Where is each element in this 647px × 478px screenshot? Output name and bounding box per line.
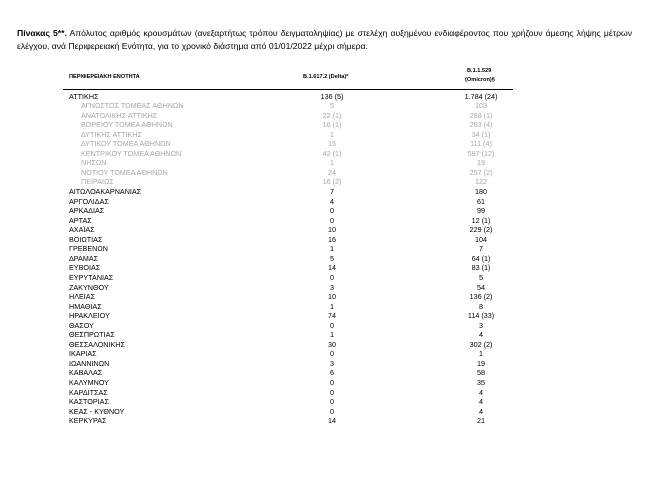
omicron-count: 3 [479, 320, 483, 330]
header-top-rule [63, 89, 513, 90]
omicron-count: 1.784 (24) [464, 91, 498, 101]
omicron-count: 61 [477, 196, 485, 206]
delta-count: 42 (1) [322, 148, 342, 158]
table-row [63, 273, 513, 282]
region-name: ΔΥΤΙΚΗΣ ΑΤΤΙΚΗΣ [81, 129, 142, 139]
region-name: ΚΕΡΚΥΡΑΣ [69, 416, 107, 426]
delta-count: 30 [328, 339, 336, 349]
omicron-count: 64 (1) [471, 253, 491, 263]
region-name: ΚΕΝΤΡΙΚΟΥ ΤΟΜΕΑ ΑΘΗΝΩΝ [81, 148, 182, 158]
region-name: ΗΜΑΘΙΑΣ [69, 301, 102, 311]
omicron-count: 229 (2) [469, 225, 493, 235]
omicron-count: 54 [477, 282, 485, 292]
omicron-count: 111 (4) [470, 139, 492, 149]
region-name: ΑΡΤΑΣ [69, 215, 92, 225]
table-row [63, 158, 513, 167]
omicron-count: 4 [479, 406, 483, 416]
delta-count: 15 [328, 139, 336, 149]
table-row [63, 368, 513, 377]
header-delta: Β.1.617.2 (Delta)* [303, 74, 349, 80]
delta-count: 0 [330, 320, 334, 330]
header-omicron-line2: (Omicron)§ [465, 77, 495, 83]
header-omicron-line1: Β.1.1.529 [467, 68, 492, 74]
caption-label: Πίνακας 5**. [17, 28, 67, 38]
omicron-count: 99 [477, 206, 485, 216]
omicron-count: 104 [475, 234, 487, 244]
table-row [63, 340, 513, 349]
table-row [63, 149, 513, 158]
delta-count: 0 [330, 387, 334, 397]
region-name: ΕΥΒΟΙΑΣ [69, 263, 101, 273]
table-row [63, 177, 513, 186]
table-row [63, 139, 513, 148]
region-name: ΗΡΑΚΛΕΙΟΥ [69, 311, 110, 321]
omicron-count: 1 [479, 349, 483, 359]
region-name: ΚΑΡΔΙΤΣΑΣ [69, 387, 108, 397]
table-row [63, 111, 513, 120]
omicron-count: 257 (2) [469, 167, 493, 177]
delta-count: 1 [330, 301, 334, 311]
omicron-count: 253 (4) [469, 120, 493, 130]
table-row [63, 225, 513, 234]
table-row [63, 130, 513, 139]
region-name: ΘΕΣΣΑΛΟΝΙΚΗΣ [69, 339, 125, 349]
omicron-count: 122 [475, 177, 487, 187]
table-row [63, 206, 513, 215]
table-row [63, 359, 513, 368]
omicron-count: 597 (12) [467, 148, 495, 158]
region-name: ΑΙΤΩΛΟΑΚΑΡΝΑΝΙΑΣ [69, 187, 142, 196]
header-region: ΠΕΡΙΦΕΡΕΙΑΚΗ ΕΝΟΤΗΤΑ [69, 74, 140, 80]
region-name: ΒΟΙΩΤΙΑΣ [69, 234, 103, 244]
delta-count: 1 [330, 330, 334, 340]
region-name: ΙΚΑΡΙΑΣ [69, 349, 97, 359]
table-row [63, 235, 513, 244]
region-name: ΖΑΚΥΝΘΟΥ [69, 282, 109, 292]
region-name: ΔΥΤΙΚΟΥ ΤΟΜΕΑ ΑΘΗΝΩΝ [81, 139, 171, 149]
delta-count: 0 [330, 215, 334, 225]
delta-count: 3 [330, 282, 334, 292]
table-row [63, 330, 513, 339]
delta-count: 74 [328, 311, 336, 321]
omicron-count: 180 [475, 187, 487, 196]
table-row [63, 416, 513, 425]
delta-count: 10 [328, 225, 336, 235]
table-row [63, 283, 513, 292]
region-name: ΔΡΑΜΑΣ [69, 253, 99, 263]
delta-count: 22 (1) [322, 110, 342, 120]
omicron-count: 58 [477, 368, 485, 378]
omicron-count: 83 (1) [471, 263, 491, 273]
region-name: ΑΡΚΑΔΙΑΣ [69, 206, 105, 216]
omicron-count: 35 [477, 378, 485, 387]
table-row [63, 92, 513, 101]
delta-count: 0 [330, 349, 334, 359]
region-name: ΓΡΕΒΕΝΩΝ [69, 244, 108, 254]
omicron-count: 7 [479, 244, 483, 254]
table-row [63, 397, 513, 406]
caption-text: Απόλυτος αριθμός κρουσμάτων (ανεξαρτήτως τρόπου δειγματοληψίας) με στελέχη αυξημένου ενδιαφέροντος που χρήζουν άμεσης λήψης μέτρων ελέγχου, ανά Περιφερειακή Ενότητα, για το χρονικό διάστημα από 01/01/2022 μέχρι σήμερα. [17, 28, 632, 51]
delta-count: 5 [330, 101, 334, 111]
omicron-count: 8 [479, 301, 483, 311]
table-row [63, 168, 513, 177]
region-name: ΘΕΣΠΡΩΤΙΑΣ [69, 330, 115, 340]
table-row [63, 311, 513, 320]
omicron-count: 21 [477, 416, 485, 426]
table-row [63, 378, 513, 387]
region-name: ΚΕΑΣ - ΚΥΘΝΟΥ [69, 406, 125, 416]
table-row [63, 349, 513, 358]
delta-count: 1 [330, 129, 334, 139]
table-row [63, 187, 513, 196]
table-row [63, 302, 513, 311]
delta-count: 1 [330, 158, 334, 168]
table-row [63, 407, 513, 416]
region-name: ΚΑΛΥΜΝΟΥ [69, 378, 109, 387]
omicron-count: 19 [477, 158, 485, 168]
delta-count: 0 [330, 272, 334, 282]
omicron-count: 114 (33) [467, 311, 495, 321]
delta-count: 24 [328, 167, 336, 177]
region-name: ΑΤΤΙΚΗΣ [69, 91, 99, 101]
region-name: ΘΑΣΟΥ [69, 320, 94, 330]
table-row [63, 292, 513, 301]
delta-count: 3 [330, 358, 334, 368]
delta-count: 0 [330, 206, 334, 216]
region-name: ΕΥΡΥΤΑΝΙΑΣ [69, 272, 114, 282]
omicron-count: 4 [479, 387, 483, 397]
table-row [63, 120, 513, 129]
table-row [63, 101, 513, 110]
region-name: ΝΗΣΩΝ [81, 158, 107, 168]
delta-count: 10 [328, 292, 336, 302]
omicron-count: 12 (1) [471, 215, 491, 225]
delta-count: 0 [330, 406, 334, 416]
table-row [63, 263, 513, 272]
delta-count: 16 (2) [322, 177, 342, 187]
region-name: ΚΑΣΤΟΡΙΑΣ [69, 397, 109, 407]
region-name: ΗΛΕΙΑΣ [69, 292, 96, 302]
delta-count: 10 (1) [322, 120, 342, 130]
delta-count: 7 [330, 187, 334, 196]
delta-count: 14 [328, 263, 336, 273]
region-name: ΒΟΡΕΙΟΥ ΤΟΜΕΑ ΑΘΗΝΩΝ [81, 120, 173, 130]
delta-count: 4 [330, 196, 334, 206]
delta-count: 14 [328, 416, 336, 426]
region-name: ΝΟΤΙΟΥ ΤΟΜΕΑ ΑΘΗΝΩΝ [81, 167, 168, 177]
omicron-count: 288 (1) [469, 110, 493, 120]
delta-count: 6 [330, 368, 334, 378]
table-row [63, 197, 513, 206]
table-row [63, 388, 513, 397]
delta-count: 1 [330, 244, 334, 254]
omicron-count: 5 [479, 272, 483, 282]
omicron-count: 4 [479, 397, 483, 407]
table-row [63, 254, 513, 263]
region-name: ΑΧΑΪΑΣ [69, 225, 95, 235]
table-caption [17, 27, 632, 52]
omicron-count: 302 (2) [469, 339, 493, 349]
region-name: ΙΩΑΝΝΙΝΩΝ [69, 358, 110, 368]
delta-count: 0 [330, 397, 334, 407]
region-name: ΑΡΓΟΛΙΔΑΣ [69, 196, 109, 206]
omicron-count: 4 [479, 330, 483, 340]
table-row [63, 244, 513, 253]
omicron-count: 136 (2) [469, 292, 493, 302]
omicron-count: 34 (1) [471, 129, 491, 139]
table-row [63, 321, 513, 330]
delta-count: 5 [330, 253, 334, 263]
omicron-count: 19 [477, 358, 485, 368]
omicron-count: 103 [475, 101, 487, 111]
delta-count: 0 [330, 378, 334, 387]
region-name: ΑΓΝΩΣΤΟΣ ΤΟΜΕΑΣ ΑΘΗΝΩΝ [81, 101, 184, 111]
region-name: ΑΝΑΤΟΛΙΚΗΣ ΑΤΤΙΚΗΣ [81, 110, 158, 120]
delta-count: 16 [328, 234, 336, 244]
delta-count: 136 (5) [320, 91, 344, 101]
region-name: ΠΕΙΡΑΙΩΣ [81, 177, 114, 187]
table-row [63, 216, 513, 225]
region-name: ΚΑΒΑΛΑΣ [69, 368, 103, 378]
